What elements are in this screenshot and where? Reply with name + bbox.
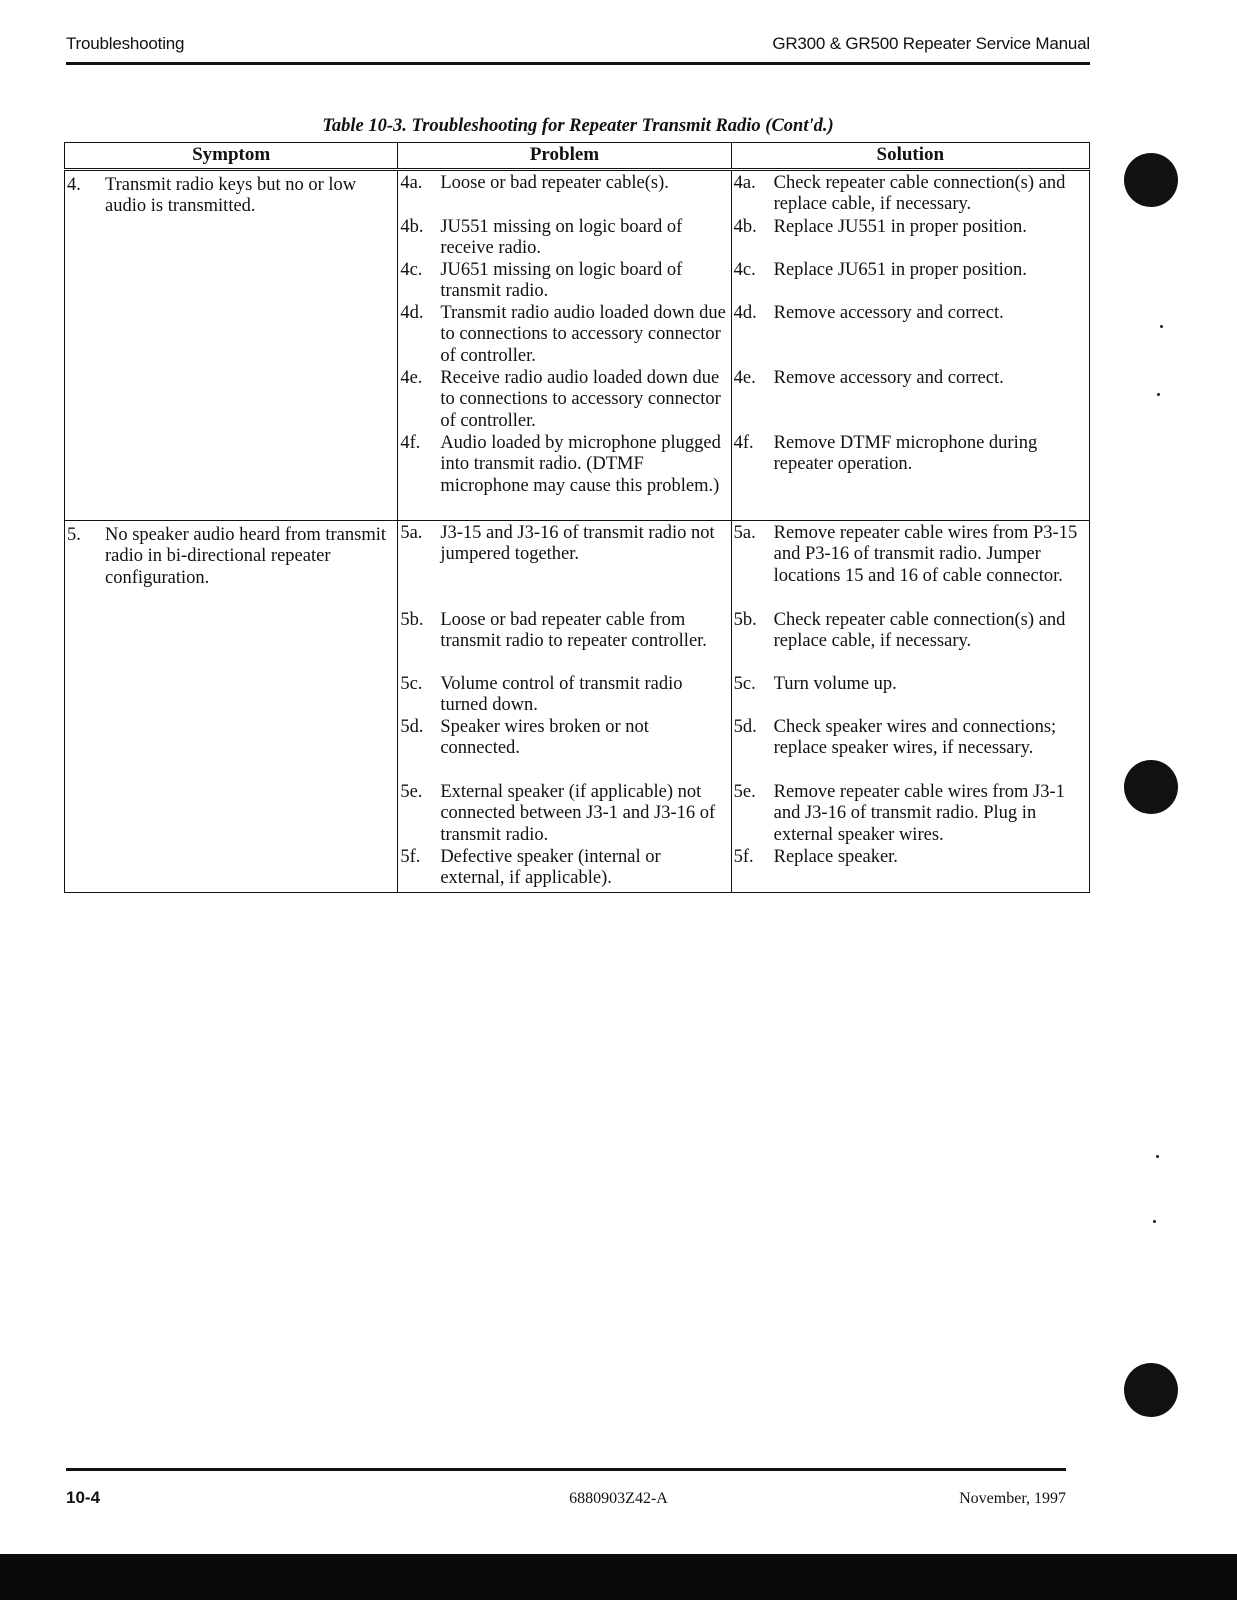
solution-text: Check repeater cable connection(s) and replace cable, if necessary. [773, 609, 1066, 651]
column-header-solution: Solution [731, 143, 1089, 170]
solution-entry [732, 610, 1089, 674]
solution-entry [732, 674, 1089, 717]
problem-code: 4c. [400, 259, 423, 280]
solution-entry [732, 260, 1089, 303]
solution-entry [732, 847, 1089, 892]
symptom [65, 521, 397, 590]
solution-entry [732, 782, 1089, 847]
problem-code: 4e. [400, 367, 423, 388]
solution-entry [732, 171, 1089, 217]
table-row [65, 169, 1090, 520]
solution-text: Check repeater cable connection(s) and replace cable, if necessary. [773, 172, 1066, 214]
solution-cell [731, 520, 1089, 892]
problem-text: JU551 missing on logic board of receive radio. [440, 216, 683, 258]
problem-entry [398, 717, 730, 782]
problem-entry [398, 368, 730, 433]
symptom [65, 171, 397, 218]
problem-text: Volume control of transmit radio turned down. [440, 673, 683, 715]
problem-code: 4b. [400, 216, 424, 237]
solution-entry [732, 217, 1089, 260]
running-header-section: Troubleshooting [66, 34, 185, 53]
problem-code: 5e. [400, 781, 423, 802]
scan-edge-bar [0, 1554, 1237, 1600]
problem-code: 4a. [400, 172, 423, 193]
table-header-row [65, 143, 1090, 170]
problem-entry [398, 674, 730, 717]
column-header-problem: Problem [398, 143, 731, 170]
table-row [65, 520, 1090, 892]
problem-entry [398, 521, 730, 610]
problem-entry [398, 610, 730, 674]
solution-entry [732, 717, 1089, 782]
document-number: 6880903Z42-A [569, 1490, 668, 1507]
symptom-text: No speaker audio heard from transmit radio in bi-directional repeater configuration. [105, 524, 387, 588]
solution-code: 4d. [733, 302, 757, 323]
problem-text: Defective speaker (internal or external, if applicable). [440, 846, 661, 888]
solution-code: 5c. [733, 673, 756, 694]
solution-code: 5a. [733, 522, 756, 543]
solution-code: 4c. [733, 259, 756, 280]
solution-code: 4e. [733, 367, 756, 388]
solution-entry [732, 521, 1089, 610]
symptom-number: 4. [67, 174, 81, 195]
footer-rule [66, 1468, 1066, 1471]
solution-text: Remove accessory and correct. [773, 302, 1004, 323]
solution-entry [732, 303, 1089, 368]
problem-entry [398, 847, 730, 892]
problem-entry [398, 217, 730, 260]
solution-code: 5e. [733, 781, 756, 802]
symptom-number: 5. [67, 524, 81, 545]
solution-text: Remove accessory and correct. [773, 367, 1004, 388]
solution-text: Replace JU651 in proper position. [773, 259, 1027, 280]
table-caption: Table 10-3. Troubleshooting for Repeater Transmit Radio (Cont'd.) [322, 116, 834, 136]
problem-code: 4f. [400, 432, 421, 453]
solution-text: Turn volume up. [773, 673, 897, 694]
problem-cell [398, 169, 731, 520]
running-header-title: GR300 & GR500 Repeater Service Manual [772, 34, 1090, 53]
binder-hole-top [1124, 153, 1178, 207]
problem-entry [398, 433, 730, 520]
problem-entry [398, 303, 730, 368]
solution-code: 4f. [733, 432, 754, 453]
problem-text: Receive radio audio loaded down due to connections to accessory connector of controller. [440, 367, 721, 431]
solution-text: Remove repeater cable wires from J3-1 and J3-16 of transmit radio. Plug in external speaker wires. [773, 781, 1065, 845]
binder-hole-bottom [1124, 1363, 1178, 1417]
solution-text: Remove repeater cable wires from P3-15 and P3-16 of transmit radio. Jumper locations 15 and 16 of cable connector. [773, 522, 1078, 586]
scan-speck [1153, 1220, 1156, 1223]
problem-code: 5c. [400, 673, 423, 694]
solution-text: Check speaker wires and connections; replace speaker wires, if necessary. [773, 716, 1057, 758]
problem-entry [398, 171, 730, 217]
symptom-cell [65, 169, 398, 520]
solution-cell [731, 169, 1089, 520]
problem-code: 4d. [400, 302, 424, 323]
solution-code: 5b. [733, 609, 757, 630]
problem-entry [398, 260, 730, 303]
symptom-text: Transmit radio keys but no or low audio is transmitted. [105, 174, 357, 216]
problem-text: Loose or bad repeater cable from transmit radio to repeater controller. [440, 609, 707, 651]
solution-code: 5d. [733, 716, 757, 737]
solution-code: 4a. [733, 172, 756, 193]
page-number: 10-4 [66, 1488, 101, 1507]
problem-cell [398, 520, 731, 892]
column-header-symptom: Symptom [65, 143, 398, 170]
problem-code: 5b. [400, 609, 424, 630]
binder-hole-middle [1124, 760, 1178, 814]
problem-code: 5d. [400, 716, 424, 737]
solution-text: Remove DTMF microphone during repeater operation. [773, 432, 1038, 474]
solution-text: Replace JU551 in proper position. [773, 216, 1027, 237]
problem-text: Transmit radio audio loaded down due to connections to accessory connector of controller. [440, 302, 726, 366]
solution-entry [732, 368, 1089, 433]
solution-entry [732, 433, 1089, 520]
solution-code: 4b. [733, 216, 757, 237]
problem-text: JU651 missing on logic board of transmit radio. [440, 259, 683, 301]
problem-text: Speaker wires broken or not connected. [440, 716, 649, 758]
troubleshooting-table [64, 142, 1090, 893]
scan-speck [1156, 1155, 1159, 1158]
solution-code: 5f. [733, 846, 754, 867]
header-rule [66, 62, 1090, 65]
problem-code: 5a. [400, 522, 423, 543]
problem-entry [398, 782, 730, 847]
problem-text: Audio loaded by microphone plugged into transmit radio. (DTMF microphone may cause this problem.) [440, 432, 721, 496]
problem-text: J3-15 and J3-16 of transmit radio not jumpered together. [440, 522, 715, 564]
problem-text: Loose or bad repeater cable(s). [440, 172, 669, 193]
problem-text: External speaker (if applicable) not connected between J3-1 and J3-16 of transmit radio. [440, 781, 716, 845]
problem-code: 5f. [400, 846, 421, 867]
publication-date: November, 1997 [959, 1490, 1066, 1507]
scan-speck [1160, 325, 1163, 328]
symptom-cell [65, 520, 398, 892]
solution-text: Replace speaker. [773, 846, 898, 867]
scan-speck [1157, 393, 1160, 396]
